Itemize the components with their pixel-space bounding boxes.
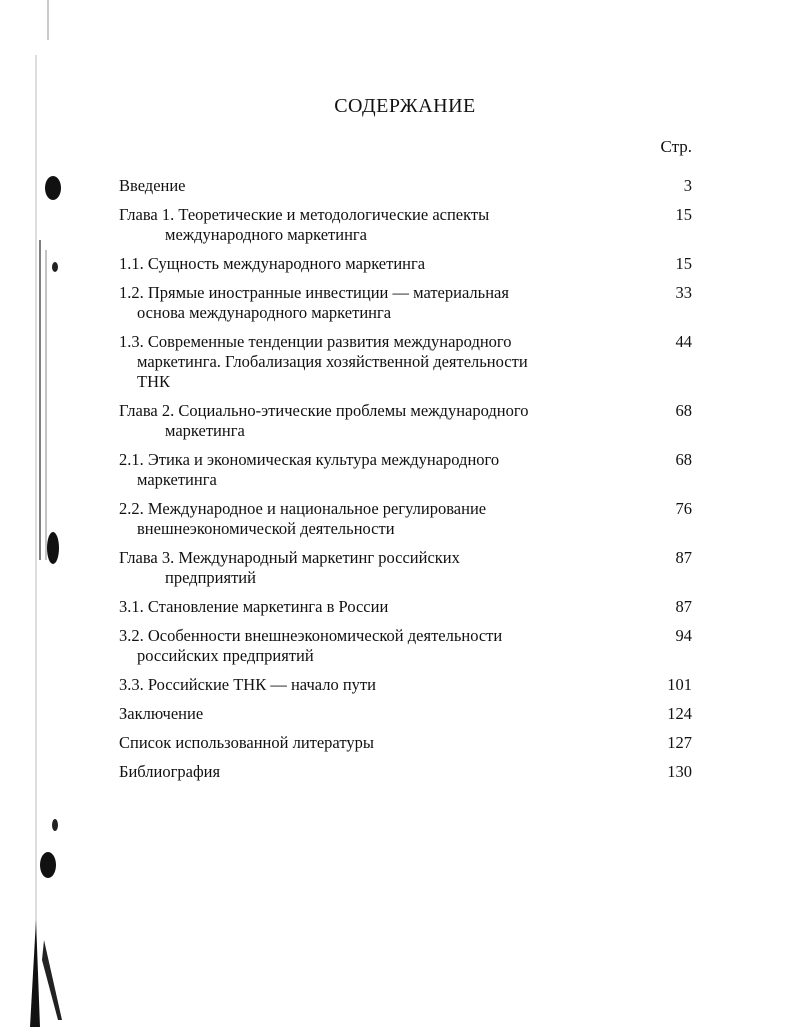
toc-entry bbox=[119, 762, 692, 782]
toc-entry bbox=[119, 675, 692, 695]
toc-entry-title bbox=[119, 283, 622, 323]
toc-page-number: 68 bbox=[675, 450, 692, 469]
toc-entry-title bbox=[119, 675, 622, 695]
toc-entry-title bbox=[119, 332, 622, 392]
toc-page-number: 127 bbox=[667, 733, 692, 752]
toc-entry-line: Глава 3. Международный маркетинг российских bbox=[119, 548, 460, 567]
toc-page-number: 44 bbox=[675, 332, 692, 351]
toc-entry-line: 1.1. Сущность международного маркетинга bbox=[119, 254, 426, 273]
toc-entry-line: 3.3. Российские ТНК — начало пути bbox=[119, 675, 376, 694]
toc-page-number: 76 bbox=[675, 499, 692, 518]
table-of-contents bbox=[119, 176, 692, 791]
toc-entry-title bbox=[119, 254, 622, 274]
toc-entry bbox=[119, 401, 692, 441]
toc-entry-line: ТНК bbox=[137, 372, 170, 391]
toc-entry-line: международного маркетинга bbox=[165, 225, 367, 244]
toc-entry-line: маркетинга. Глобализация хозяйственной деятельности bbox=[137, 352, 528, 371]
toc-entry-title bbox=[119, 733, 622, 753]
toc-page-number: 15 bbox=[675, 254, 692, 273]
toc-entry-title bbox=[119, 450, 622, 490]
toc-entry bbox=[119, 626, 692, 666]
toc-entry-line: Глава 2. Социально-этические проблемы международного bbox=[119, 401, 529, 420]
toc-entry bbox=[119, 499, 692, 539]
toc-page-number: 94 bbox=[675, 626, 692, 645]
toc-entry-title bbox=[119, 597, 622, 617]
toc-entry bbox=[119, 704, 692, 724]
toc-entry-line: 2.1. Этика и экономическая культура международного bbox=[119, 450, 500, 469]
toc-entry bbox=[119, 733, 692, 753]
toc-entry-line: 1.2. Прямые иностранные инвестиции — материальная bbox=[119, 283, 509, 302]
toc-entry-title bbox=[119, 205, 622, 245]
toc-entry-line: 1.3. Современные тенденции развития международного bbox=[119, 332, 512, 351]
toc-entry-line: Библиография bbox=[119, 762, 221, 781]
toc-page-number: 130 bbox=[667, 762, 692, 781]
toc-page-number: 3 bbox=[683, 176, 692, 195]
toc-entry-line: 3.1. Становление маркетинга в России bbox=[119, 597, 389, 616]
toc-entry bbox=[119, 176, 692, 196]
toc-page-number: 101 bbox=[667, 675, 692, 694]
toc-entry-title bbox=[119, 548, 622, 588]
toc-page-number: 33 bbox=[675, 283, 692, 302]
toc-entry-line: 2.2. Международное и национальное регулирование bbox=[119, 499, 487, 518]
toc-entry-title bbox=[119, 176, 622, 196]
toc-entry-title bbox=[119, 626, 622, 666]
toc-entry bbox=[119, 254, 692, 274]
toc-entry-title bbox=[119, 499, 622, 539]
toc-page-number: 87 bbox=[675, 597, 692, 616]
toc-page-number: 15 bbox=[675, 205, 692, 224]
toc-page-number: 87 bbox=[675, 548, 692, 567]
scan-edge-artifacts bbox=[0, 0, 80, 1027]
toc-entry-line: основа международного маркетинга bbox=[137, 303, 392, 322]
page-column-header: Стр. bbox=[660, 137, 692, 156]
toc-entry bbox=[119, 450, 692, 490]
toc-entry bbox=[119, 597, 692, 617]
toc-entry bbox=[119, 283, 692, 323]
toc-title: СОДЕРЖАНИЕ bbox=[334, 95, 476, 117]
toc-entry-title bbox=[119, 704, 622, 724]
toc-entry-line: Заключение bbox=[119, 704, 204, 723]
toc-entry-line: Введение bbox=[119, 176, 186, 195]
toc-entry-line: Глава 1. Теоретические и методологические аспекты bbox=[119, 205, 490, 224]
toc-entry-line: 3.2. Особенности внешнеэкономической деятельности bbox=[119, 626, 503, 645]
toc-entry bbox=[119, 548, 692, 588]
toc-entry-line: предприятий bbox=[165, 568, 256, 587]
toc-entry-title bbox=[119, 762, 622, 782]
toc-entry-line: маркетинга bbox=[165, 421, 245, 440]
toc-page-number: 124 bbox=[667, 704, 692, 723]
toc-entry-line: Список использованной литературы bbox=[119, 733, 374, 752]
toc-page-number: 68 bbox=[675, 401, 692, 420]
toc-entry-title bbox=[119, 401, 622, 441]
toc-entry-line: маркетинга bbox=[137, 470, 217, 489]
toc-entry-line: внешнеэкономической деятельности bbox=[137, 519, 395, 538]
toc-entry bbox=[119, 332, 692, 392]
toc-entry bbox=[119, 205, 692, 245]
toc-entry-line: российских предприятий bbox=[137, 646, 314, 665]
